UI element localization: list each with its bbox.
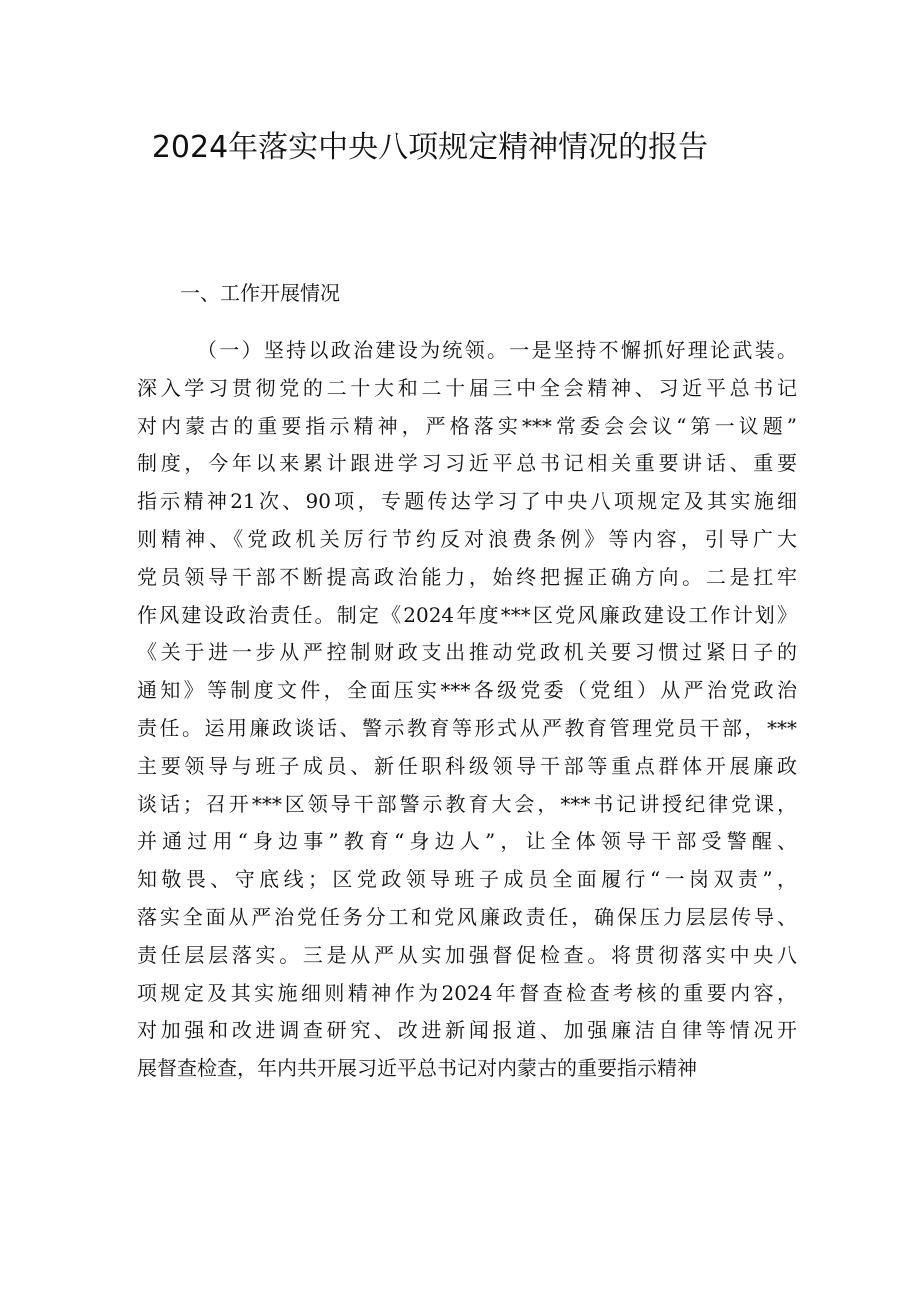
paragraph-line: 责任层层落实。三是从严从实加强督促检查。将贯彻落实中央八: [137, 942, 797, 967]
paragraph-line: 则精神、《党政机关厉行节约反对浪费条例》等内容，引导广大: [137, 526, 797, 551]
paragraph-line: 指示精神21次、90项，专题传达学习了中央八项规定及其实施细: [137, 489, 797, 514]
paragraph-line: 谈话；召开***区领导干部警示教育大会，***书记讲授纪律党课，: [137, 791, 797, 816]
paragraph-line: 作风建设政治责任。制定《2024年度***区党风廉政建设工作计划》: [137, 602, 797, 627]
paragraph-line: 深入学习贯彻党的二十大和二十届三中全会精神、习近平总书记: [137, 375, 797, 400]
section-heading: 一、工作开展情况: [180, 281, 340, 305]
paragraph-line: 项规定及其实施细则精神作为2024年督查检查考核的重要内容，: [137, 980, 797, 1005]
paragraph-line: 落实全面从严治党任务分工和党风廉政责任，确保压力层层传导、: [137, 904, 797, 929]
document-title: 2024年落实中央八项规定精神情况的报告: [151, 130, 709, 165]
paragraph-line: 并通过用“身边事”教育“身边人”，让全体领导干部受警醒、: [137, 829, 797, 854]
paragraph-line: 通知》等制度文件，全面压实***各级党委（党组）从严治党政治: [137, 678, 797, 703]
body-paragraph: [137, 332, 797, 1088]
paragraph-line: （一）坚持以政治建设为统领。一是坚持不懈抓好理论武装。: [197, 338, 797, 362]
paragraph-line: 主要领导与班子成员、新任职科级领导干部等重点群体开展廉政: [137, 753, 797, 778]
paragraph-line: 知敬畏、守底线；区党政领导班子成员全面履行“一岗双责”，: [137, 867, 797, 892]
paragraph-line: 党员领导干部不断提高政治能力，始终把握正确方向。二是扛牢: [137, 564, 797, 589]
paragraph-line: 展督查检查，年内共开展习近平总书记对内蒙古的重要指示精神: [137, 1056, 697, 1081]
paragraph-line: 《关于进一步从严控制财政支出推动党政机关要习惯过紧日子的: [137, 640, 797, 665]
paragraph-line: 对内蒙古的重要指示精神，严格落实***常委会会议“第一议题”: [137, 413, 797, 438]
paragraph-line: 制度，今年以来累计跟进学习习近平总书记相关重要讲话、重要: [137, 451, 797, 476]
paragraph-line: 对加强和改进调查研究、改进新闻报道、加强廉洁自律等情况开: [137, 1018, 797, 1043]
paragraph-line: 责任。运用廉政谈话、警示教育等形式从严教育管理党员干部，***: [137, 715, 797, 740]
